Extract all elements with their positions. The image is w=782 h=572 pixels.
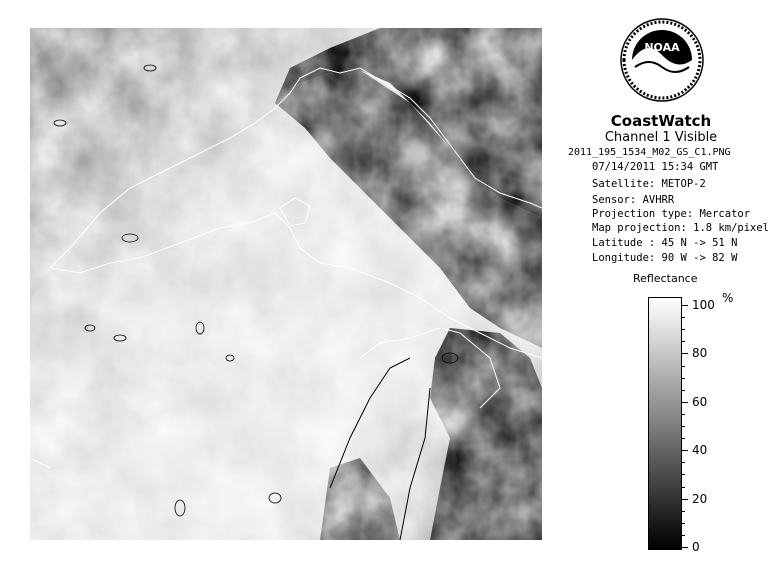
colorbar-minor-tick — [682, 378, 685, 379]
noaa-logo-icon — [619, 17, 705, 103]
colorbar-tick-label: 20 — [692, 491, 708, 506]
cloud-streaks — [30, 28, 542, 540]
colorbar-minor-tick — [682, 390, 685, 391]
product-title: CoastWatch — [610, 112, 712, 130]
colorbar-minor-tick — [682, 487, 685, 488]
colorbar-minor-tick — [682, 426, 685, 427]
colorbar-label: Reflectance — [633, 272, 698, 285]
colorbar-minor-tick — [682, 414, 685, 415]
projection-type: Projection type: Mercator — [592, 208, 751, 220]
colorbar-tick-label: 0 — [692, 540, 700, 554]
colorbar-ticks — [682, 297, 742, 554]
sensor-label: Sensor: AVHRR — [592, 194, 675, 206]
satellite-map — [30, 28, 542, 540]
colorbar-minor-tick — [682, 317, 685, 318]
logo-center-text: NOAA — [644, 41, 680, 54]
colorbar-tick — [682, 402, 688, 403]
colorbar-minor-tick — [682, 535, 685, 536]
colorbar-tick — [682, 547, 688, 548]
colorbar-minor-tick — [682, 341, 685, 342]
colorbar-tick-label: 60 — [692, 394, 708, 409]
date-time: 07/14/2011 15:34 GMT — [592, 161, 719, 173]
colorbar-minor-tick — [682, 438, 685, 439]
colorbar-unit: % — [722, 291, 734, 305]
latitude-range: Latitude : 45 N -> 51 N — [592, 237, 738, 249]
colorbar-minor-tick — [682, 474, 685, 475]
noaa-logo — [619, 17, 705, 103]
colorbar-minor-tick — [682, 329, 685, 330]
reflectance-colorbar — [648, 297, 682, 550]
channel-subtitle: Channel 1 Visible — [604, 130, 718, 145]
colorbar-minor-tick — [682, 511, 685, 512]
longitude-range: Longitude: 90 W -> 82 W — [592, 252, 738, 264]
colorbar-tick — [682, 450, 688, 451]
colorbar-minor-tick — [682, 523, 685, 524]
colorbar-tick — [682, 305, 688, 306]
colorbar-tick — [682, 353, 688, 354]
colorbar-minor-tick — [682, 366, 685, 367]
satellite-label: Satellite: METOP-2 — [592, 178, 706, 190]
map-projection: Map projection: 1.8 km/pixel — [592, 222, 770, 234]
file-name: 2011_195_1534_M02_GS_C1.PNG — [568, 147, 731, 158]
colorbar-minor-tick — [682, 462, 685, 463]
colorbar-tick-label: 40 — [692, 443, 708, 458]
satellite-image — [30, 28, 542, 540]
colorbar-tick-label: 80 — [692, 346, 708, 361]
colorbar-tick — [682, 499, 688, 500]
colorbar-tick-label: 100 — [692, 298, 715, 312]
